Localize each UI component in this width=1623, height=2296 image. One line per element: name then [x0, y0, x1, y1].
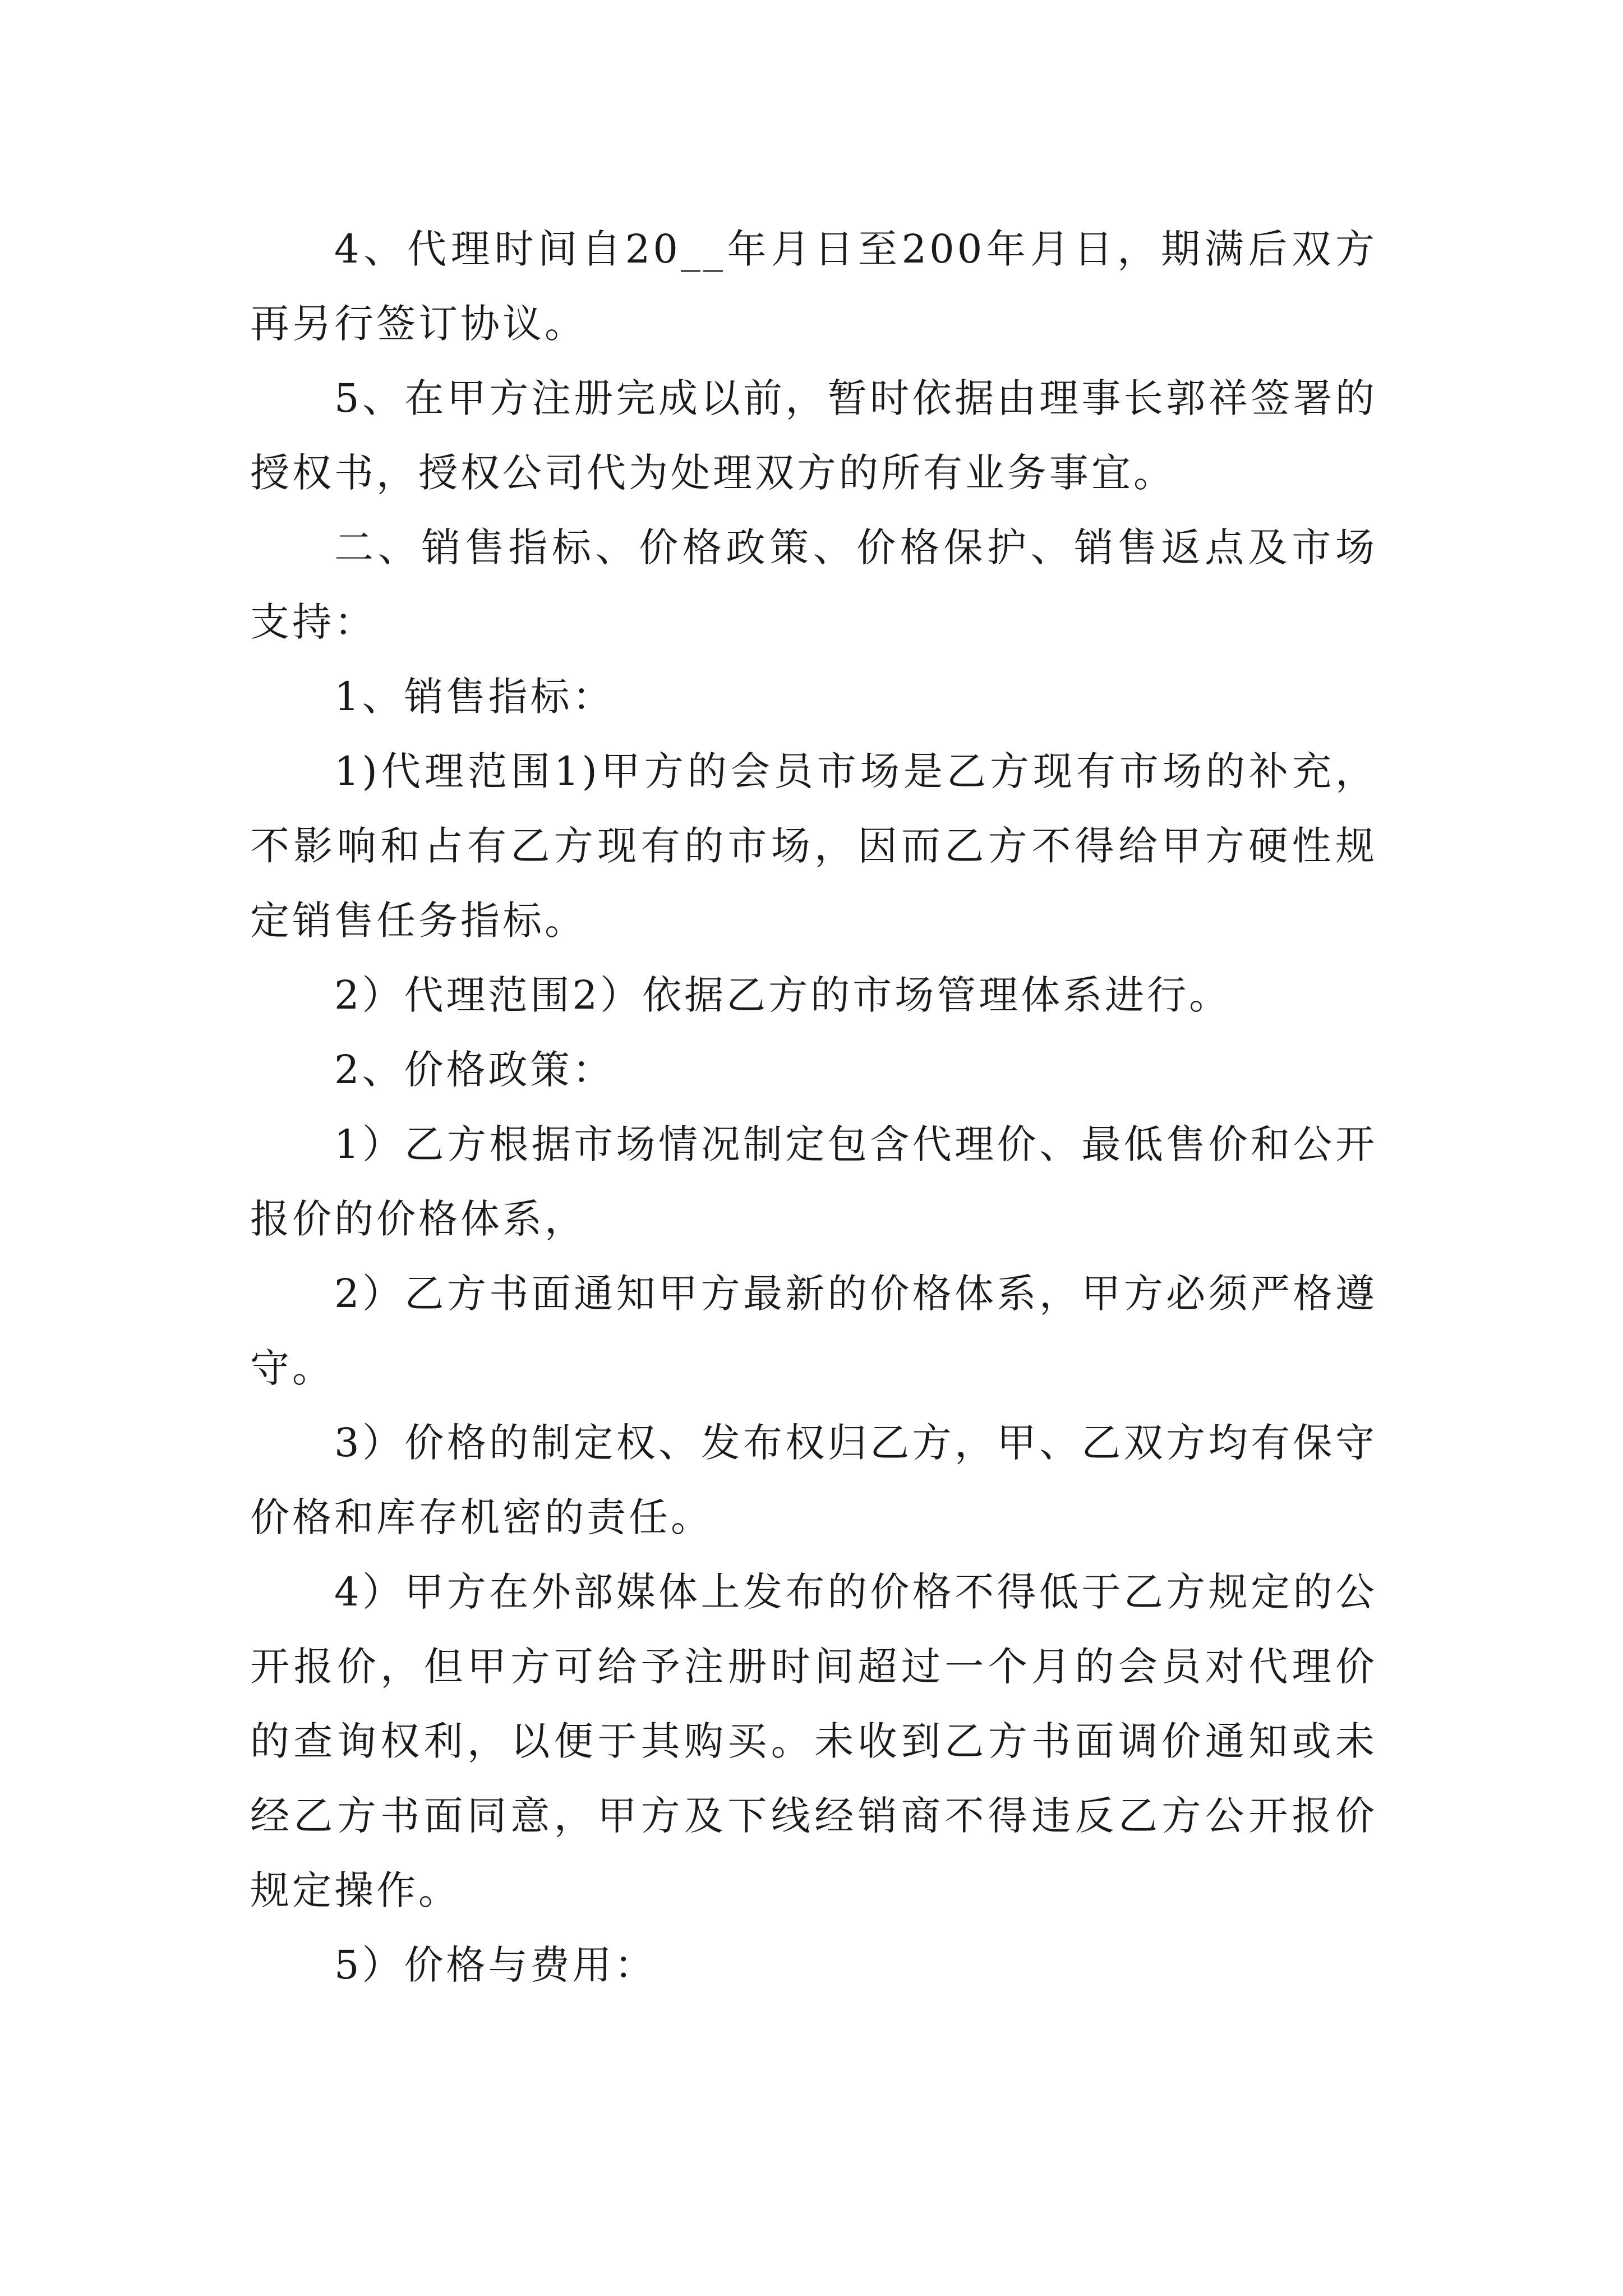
section-heading-sales-pricing: 二、销售指标、价格政策、价格保护、销售返点及市场支持： — [250, 524, 1377, 645]
paragraph-pricing-1: 1）乙方根据市场情况制定包含代理价、最低售价和公开报价的价格体系， — [250, 1121, 1377, 1242]
subheading-pricing-policy: 2、价格政策： — [334, 1047, 615, 1093]
paragraph-pricing-5: 5）价格与费用： — [334, 1942, 657, 1988]
paragraph-authorization: 5、在甲方注册完成以前，暂时依据由理事长郭祥签署的授权书，授权公司代为处理双方的所有业务事宜。 — [250, 375, 1377, 496]
paragraph-agency-scope-2: 2）代理范围2）依据乙方的市场管理体系进行。 — [334, 972, 1232, 1018]
paragraph-agency-scope-1: 1)代理范围1)甲方的会员市场是乙方现有市场的补充，不影响和占有乙方现有的市场，因而乙方不得给甲方硬性规定销售任务指标。 — [250, 748, 1377, 944]
paragraph-pricing-4: 4）甲方在外部媒体上发布的价格不得低于乙方规定的公开报价，但甲方可给予注册时间超过一个月的会员对代理价的查询权利，以便于其购买。未收到乙方书面调价通知或未经乙方书面同意，甲方及下线经销商不得违反乙方公开报价规定操作。 — [250, 1569, 1377, 1913]
paragraph-pricing-2: 2）乙方书面通知甲方最新的价格体系，甲方必须严格遵守。 — [250, 1271, 1377, 1391]
document-body — [250, 212, 1377, 2003]
paragraph-agency-period: 4、代理时间自20__年月日至200年月日，期满后双方再另行签订协议。 — [250, 226, 1377, 347]
subheading-sales-targets: 1、销售指标： — [334, 674, 615, 720]
paragraph-pricing-3: 3）价格的制定权、发布权归乙方，甲、乙双方均有保守价格和库存机密的责任。 — [250, 1420, 1377, 1540]
